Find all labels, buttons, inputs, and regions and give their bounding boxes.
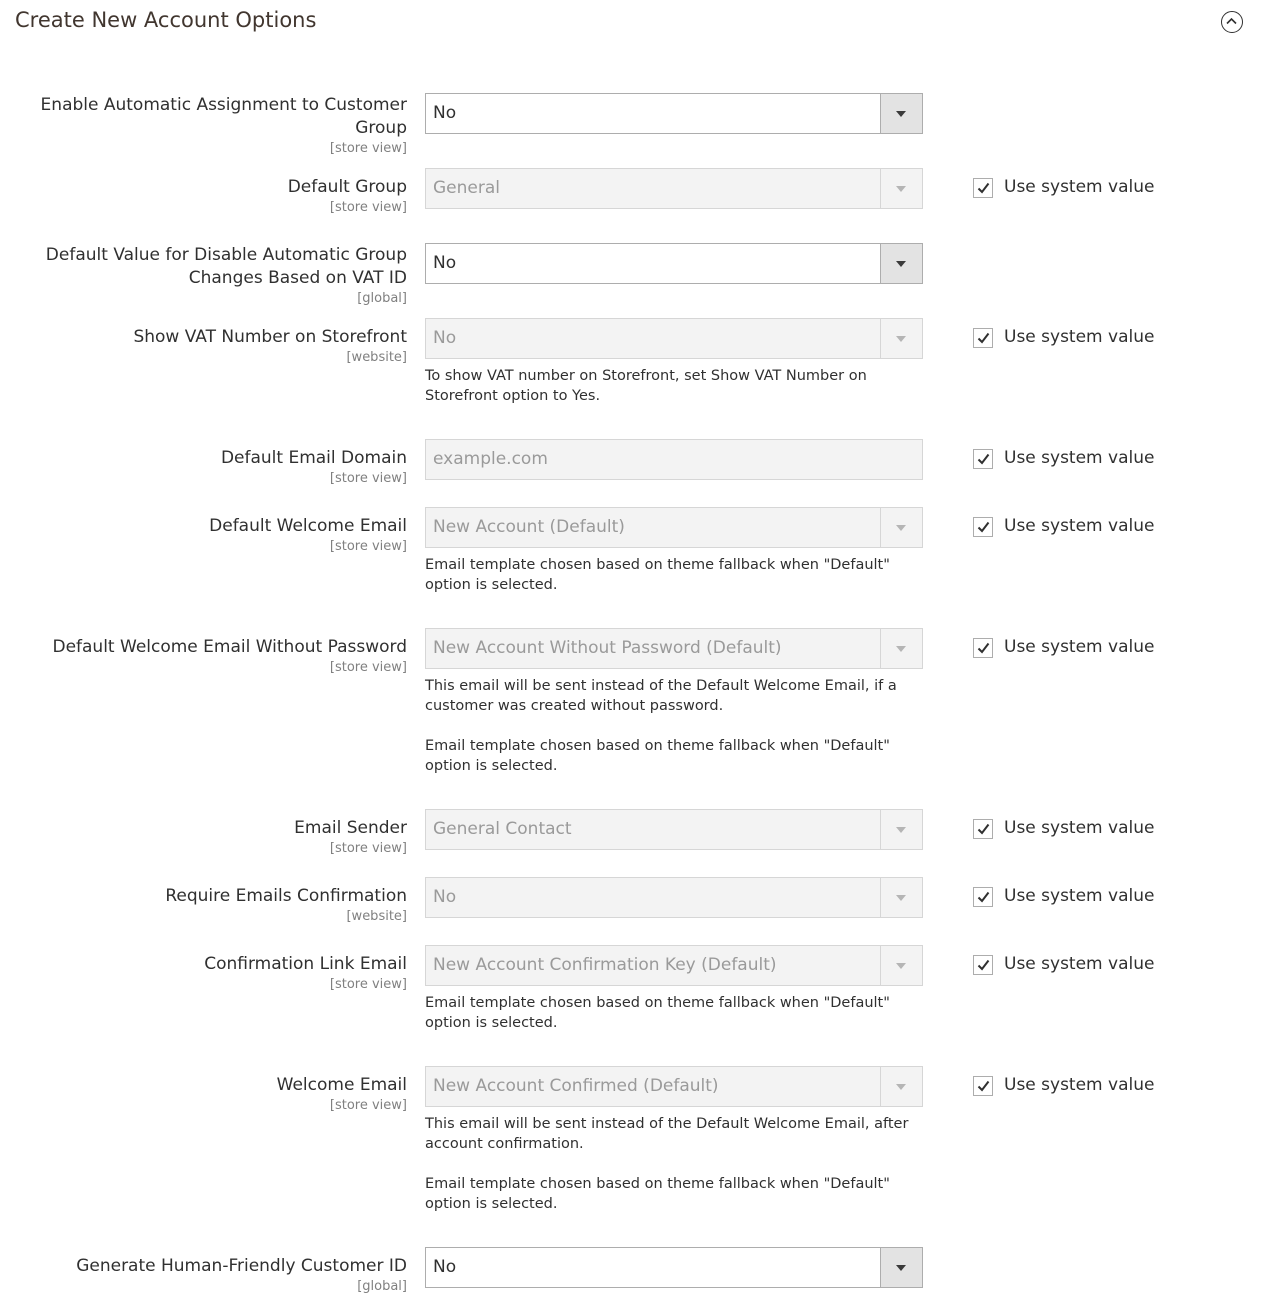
field-note xyxy=(425,993,923,1033)
chevron-up-icon xyxy=(1226,17,1237,25)
field-note-text: Email template chosen based on theme fallback when "Default" option is selected. xyxy=(425,557,890,593)
field-label-email-sender xyxy=(7,817,407,857)
field-value: New Account Confirmation Key (Default) xyxy=(433,955,777,975)
field-value: New Account Confirmed (Default) xyxy=(433,1076,719,1096)
field-scope: [global] xyxy=(357,291,407,306)
field-label-default-email-domain xyxy=(7,447,407,487)
field-value: No xyxy=(433,328,457,348)
dropdown-arrow-icon[interactable] xyxy=(880,1248,922,1287)
field-note xyxy=(425,1114,923,1214)
field-label-text: Confirmation Link Email xyxy=(204,954,407,974)
select-default-group xyxy=(425,168,923,209)
field-scope: [store view] xyxy=(329,141,407,156)
use-system-value-checkbox[interactable] xyxy=(973,887,993,907)
use-system-value-checkbox[interactable] xyxy=(973,1076,993,1096)
field-scope: [website] xyxy=(346,350,407,365)
field-scope: [global] xyxy=(357,1279,407,1294)
use-system-value-checkbox[interactable] xyxy=(973,955,993,975)
field-value: No xyxy=(433,1257,457,1277)
select-default-welcome-email xyxy=(425,507,923,548)
use-system-value-checkbox[interactable] xyxy=(973,819,993,839)
select-enable-automatic-assignment-to-customer-group[interactable] xyxy=(425,93,923,134)
dropdown-arrow-icon xyxy=(880,508,922,547)
select-generate-human-friendly-customer-id[interactable] xyxy=(425,1247,923,1288)
use-system-value-label[interactable]: Use system value xyxy=(1004,448,1155,468)
field-label-text: Generate Human-Friendly Customer ID xyxy=(76,1256,407,1276)
checkmark-icon xyxy=(977,521,990,533)
use-system-value-label[interactable]: Use system value xyxy=(1004,327,1155,347)
field-note-text: To show VAT number on Storefront, set Show VAT Number on Storefront option to Yes. xyxy=(425,368,867,404)
dropdown-arrow-icon xyxy=(880,319,922,358)
field-value: General xyxy=(433,178,500,198)
select-require-emails-confirmation xyxy=(425,877,923,918)
field-label-welcome-email xyxy=(7,1074,407,1114)
checkmark-icon xyxy=(977,823,990,835)
checkmark-icon xyxy=(977,453,990,465)
select-show-vat-number-on-storefront xyxy=(425,318,923,359)
checkmark-icon xyxy=(977,332,990,344)
select-default-value-for-disable-automatic-group-changes-based-on-vat-id[interactable] xyxy=(425,243,923,284)
dropdown-arrow-icon xyxy=(880,629,922,668)
field-note xyxy=(425,555,923,595)
dropdown-arrow-icon[interactable] xyxy=(880,94,922,133)
field-label-show-vat-number-on-storefront xyxy=(7,326,407,366)
field-label-text: Default Email Domain xyxy=(220,448,407,468)
field-label-text: Require Emails Confirmation xyxy=(165,886,407,906)
use-system-value-label[interactable]: Use system value xyxy=(1004,886,1155,906)
field-value: No xyxy=(433,103,457,123)
select-default-welcome-email-without-password xyxy=(425,628,923,669)
field-label-text: Default Welcome Email xyxy=(209,516,407,536)
field-note-text: Email template chosen based on theme fallback when "Default" option is selected. xyxy=(425,995,890,1031)
checkmark-icon xyxy=(977,891,990,903)
checkmark-icon xyxy=(977,1080,990,1092)
field-value: No xyxy=(433,253,457,273)
field-note-text: Email template chosen based on theme fallback when "Default" option is selected. xyxy=(425,738,890,774)
use-system-value-label[interactable]: Use system value xyxy=(1004,637,1155,657)
field-label-enable-automatic-assignment-to-customer-group xyxy=(7,94,407,157)
field-label-default-welcome-email-without-password xyxy=(7,636,407,676)
use-system-value-checkbox[interactable] xyxy=(973,449,993,469)
field-scope: [store view] xyxy=(329,539,407,554)
dropdown-arrow-icon[interactable] xyxy=(880,244,922,283)
field-scope: [store view] xyxy=(329,1098,407,1113)
field-label-text: Default Group xyxy=(287,177,407,197)
field-note-text: This email will be sent instead of the Default Welcome Email, if a customer was created without password. xyxy=(425,678,897,714)
dropdown-arrow-icon xyxy=(880,946,922,985)
field-label-text: Email Sender xyxy=(294,818,407,838)
field-label-text: Welcome Email xyxy=(276,1075,407,1095)
field-label-default-welcome-email xyxy=(7,515,407,555)
field-note-text: Email template chosen based on theme fallback when "Default" option is selected. xyxy=(425,1176,890,1212)
field-label-text: Show VAT Number on Storefront xyxy=(133,327,407,347)
use-system-value-checkbox[interactable] xyxy=(973,638,993,658)
field-label-default-group xyxy=(7,176,407,216)
field-label-default-value-for-disable-automatic-group-changes-based-on-vat-id xyxy=(7,244,407,307)
field-scope: [store view] xyxy=(329,841,407,856)
section-title: Create New Account Options xyxy=(15,8,317,32)
field-value: New Account Without Password (Default) xyxy=(433,638,782,658)
dropdown-arrow-icon xyxy=(880,810,922,849)
field-label-text: Default Welcome Email Without Password xyxy=(52,637,407,657)
use-system-value-label[interactable]: Use system value xyxy=(1004,818,1155,838)
select-email-sender xyxy=(425,809,923,850)
field-value: No xyxy=(433,887,457,907)
collapse-section-button[interactable] xyxy=(1221,11,1243,33)
select-welcome-email xyxy=(425,1066,923,1107)
use-system-value-label[interactable]: Use system value xyxy=(1004,516,1155,536)
field-label-confirmation-link-email xyxy=(7,953,407,993)
use-system-value-label[interactable]: Use system value xyxy=(1004,177,1155,197)
field-label-text: Default Value for Disable Automatic Group Changes Based on VAT ID xyxy=(45,245,407,288)
field-label-require-emails-confirmation xyxy=(7,885,407,925)
use-system-value-checkbox[interactable] xyxy=(973,178,993,198)
dropdown-arrow-icon xyxy=(880,1067,922,1106)
field-label-text: Enable Automatic Assignment to Customer Group xyxy=(40,95,407,138)
checkmark-icon xyxy=(977,182,990,194)
field-scope: [store view] xyxy=(329,977,407,992)
field-note-text: This email will be sent instead of the Default Welcome Email, after account confirmation. xyxy=(425,1116,909,1152)
select-confirmation-link-email xyxy=(425,945,923,986)
field-label-generate-human-friendly-customer-id xyxy=(7,1255,407,1295)
checkmark-icon xyxy=(977,642,990,654)
checkmark-icon xyxy=(977,959,990,971)
input-default-email-domain xyxy=(425,439,923,480)
field-scope: [store view] xyxy=(329,471,407,486)
use-system-value-label[interactable]: Use system value xyxy=(1004,954,1155,974)
use-system-value-label[interactable]: Use system value xyxy=(1004,1075,1155,1095)
field-scope: [store view] xyxy=(329,200,407,215)
use-system-value-checkbox[interactable] xyxy=(973,517,993,537)
dropdown-arrow-icon xyxy=(880,169,922,208)
field-scope: [website] xyxy=(346,909,407,924)
field-scope: [store view] xyxy=(329,660,407,675)
field-value: New Account (Default) xyxy=(433,517,625,537)
field-note xyxy=(425,366,923,406)
field-value: General Contact xyxy=(433,819,572,839)
field-note xyxy=(425,676,923,776)
field-value: example.com xyxy=(433,449,548,469)
dropdown-arrow-icon xyxy=(880,878,922,917)
use-system-value-checkbox[interactable] xyxy=(973,328,993,348)
